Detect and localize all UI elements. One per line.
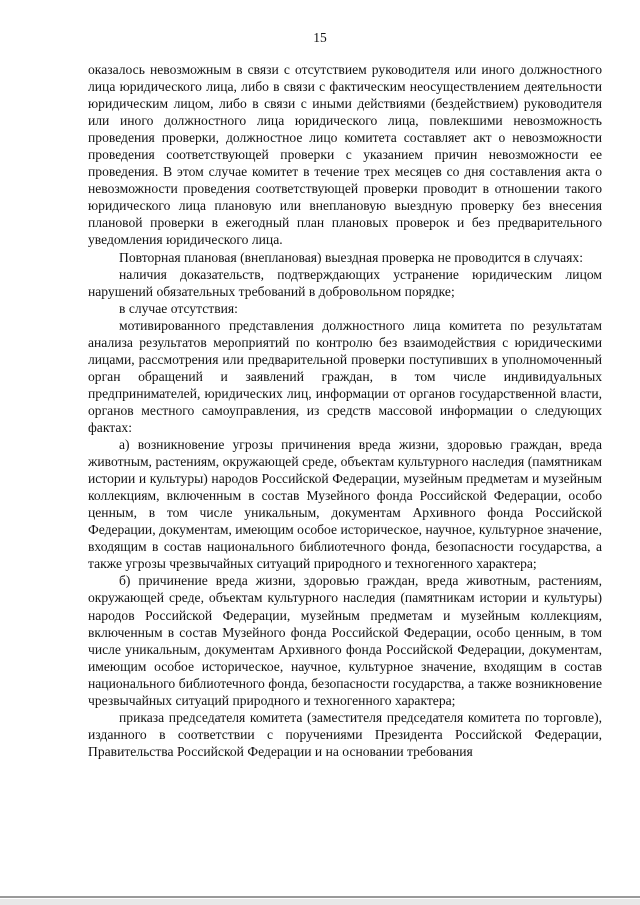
paragraph-repeat-check: Повторная плановая (внеплановая) выездная проверка не проводится в случаях: <box>119 249 583 265</box>
paragraph-order: приказа председателя комитета (заместителя председателя комитета по торговле), изданного в соответствии с поручениями Президента Российской Федерации, Правительства Российской Федерации и на основании требования <box>88 709 602 759</box>
scan-bottom-edge <box>0 899 640 905</box>
paragraph-item-b: б) причинение вреда жизни, здоровью граждан, вреда животным, растениям, окружающей среде, объектам культурного наследия (памятникам истории и культуры) народов Российской Федерации, музейным предметам и музейным коллекциям, включенным в состав Музейного фонда Российской Федерации, особо ценным, в том числе уникальным, документам Архивного фонда Российской Федерации, документам, имеющим особое историческое, научное, культурное значение, входящим в состав национального библиотечного фонда, безопасности государства, а также возникновение чрезвычайных ситуаций природного и техногенного характера; <box>88 573 602 708</box>
paragraph-motivated-submission: мотивированного представления должностного лица комитета по результатам анализа результатов мероприятий по контролю без взаимодействия с юридическими лицами, рассмотрения или предварительной проверки поступивших в уполномоченный орган обращений и заявлений граждан, в том числе индивидуальных предпринимателей, юридических лиц, информации от органов государственной власти, органов местного самоуправления, из средств массовой информации о следующих фактах: <box>88 317 602 435</box>
paragraph-absence: в случае отсутствия: <box>119 300 238 316</box>
paragraph-evidence: наличия доказательств, подтверждающих устранение юридическим лицом нарушений обязательных требований в добровольном порядке; <box>88 266 602 299</box>
paragraph-continuation: оказалось невозможным в связи с отсутствием руководителя или иного должностного лица юридического лица, либо в связи с фактическим неосуществлением деятельности юридическим лицом, либо в связи с иными действиями (бездействием) руководителя или иного должностного лица юридического лица, повлекшими невозможность проведения проверки, должностное лицо комитета составляет акт о невозможности проведения соответствующей проверки с указанием причин невозможности ее проведения. В этом случае комитет в течение трех месяцев со дня составления акта о невозможности проведения соответствующей проверки проводит в отношении такого юридического лица плановую или внеплановую выездную проверку без внесения плановой проверки в ежегодный план плановых проверок и без предварительного уведомления юридического лица. <box>88 62 602 248</box>
scan-bottom-line <box>0 896 640 898</box>
document-body <box>88 61 602 760</box>
paragraph-item-a: а) возникновение угрозы причинения вреда жизни, здоровью граждан, вреда животным, растениям, окружающей среде, объектам культурного наследия (памятникам истории и культуры) народов Российской Федерации, музейным предметам и музейным коллекциям, включенным в состав Музейного фонда Российской Федерации, особо ценным, в том числе уникальным, документам Архивного фонда Российской Федерации, документам, имеющим особое историческое, научное, культурное значение, входящим в состав национального библиотечного фонда, безопасности государства, а также угрозы чрезвычайных ситуаций природного и техногенного характера; <box>88 437 602 572</box>
page-number: 15 <box>313 30 327 45</box>
